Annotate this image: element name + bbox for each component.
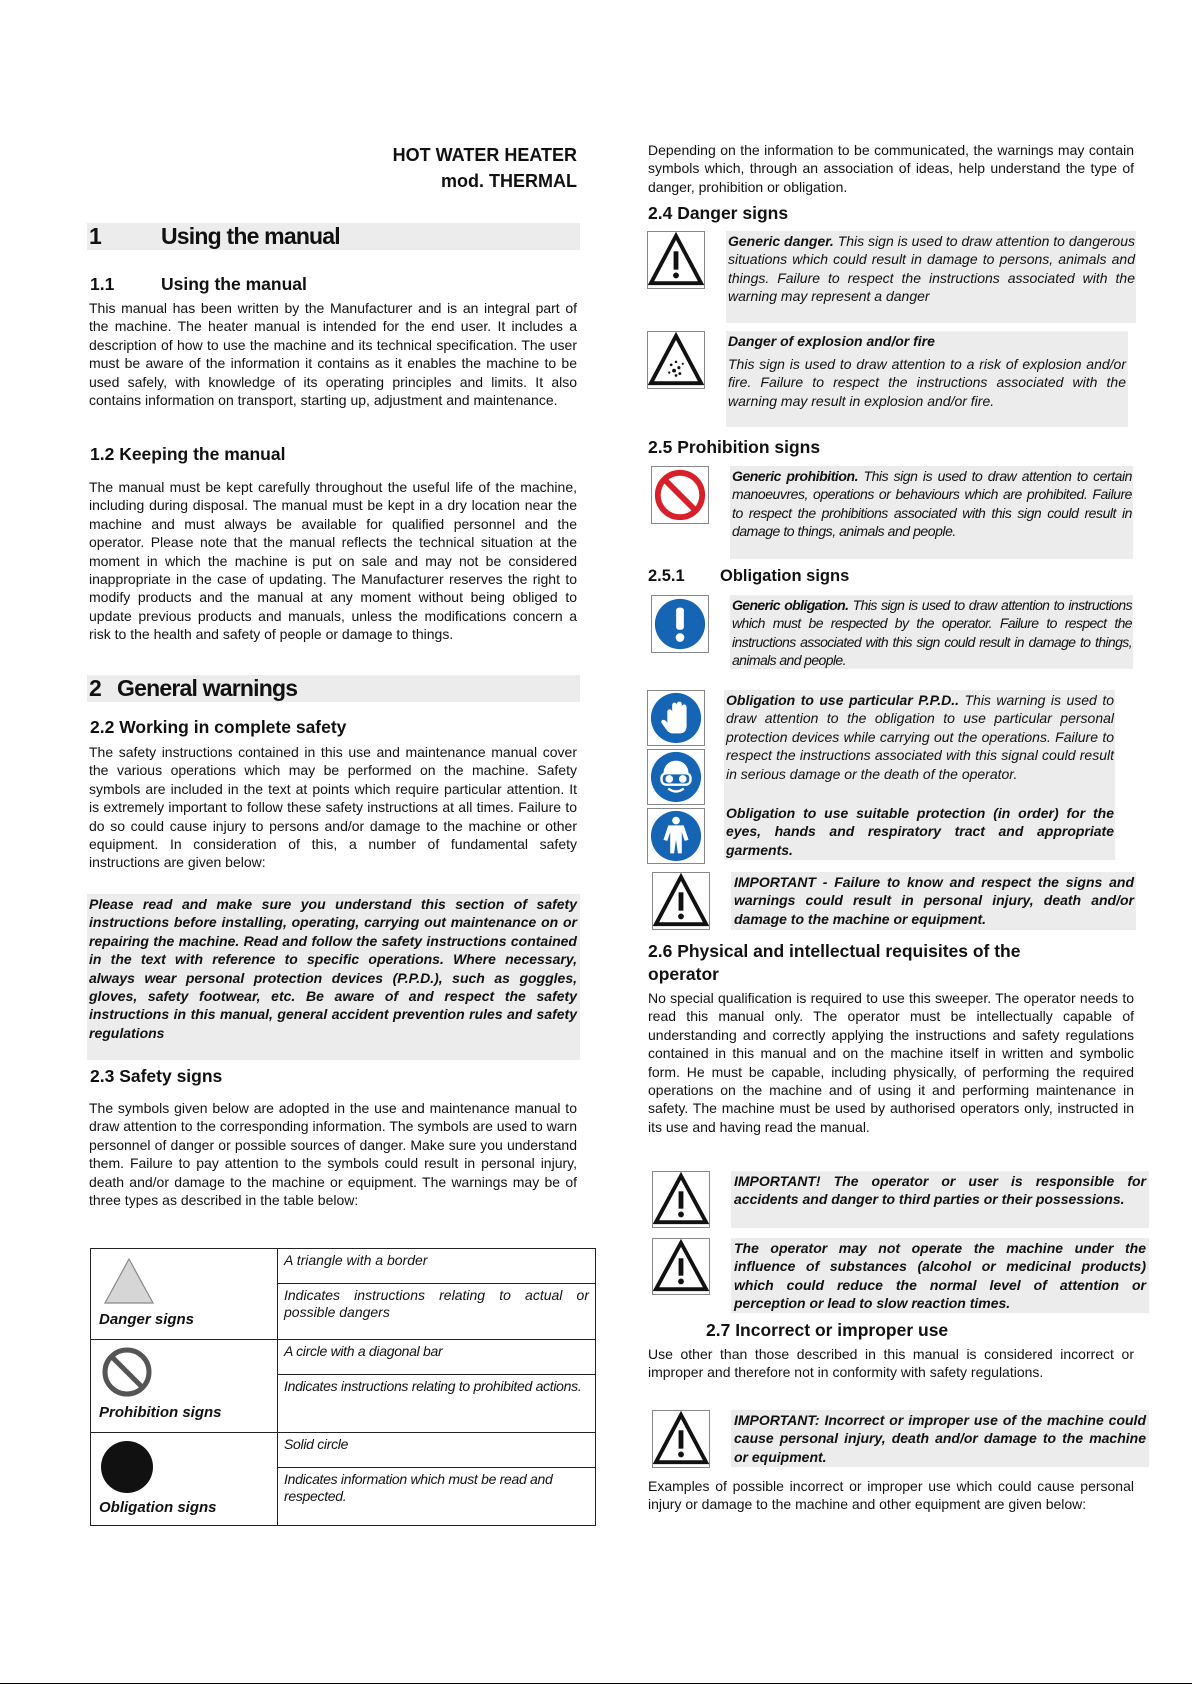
prohibition-box: [730, 466, 1133, 559]
generic-danger-lead: Generic danger.: [728, 233, 834, 249]
section-title: General warnings: [117, 675, 298, 701]
sign-shape: Solid circle: [284, 1436, 349, 1452]
subsection-2-5-heading: 2.5 Prohibition signs: [648, 437, 821, 457]
warning-triangle-icon: [653, 1172, 709, 1227]
s26-paragraph: No special qualification is required to use this sweeper. The operator needs to read this manual only. The operator must be intellectually capable of understanding and correctly applying the instructions and safety regulations contained in this manual and on the machine itself in written and symbolic form. He must be capable, including physically, of performing the required operations on the machine and of using it and performing maintenance in safety. The machine must be used by authorised operators only, instructed in its use and having read the manual.: [648, 990, 1134, 1135]
section-2-heading: [87, 675, 580, 702]
subsection-2-7-heading: 2.7 Incorrect or improper use: [706, 1320, 949, 1340]
prohibition-body: This sign is used to draw attention to certain manoeuvres, operations or behaviours which are prohibited. Failure to respect the prohibitions associated with this sign could result in damage to things, animals and people.: [732, 468, 1132, 540]
table-row: [91, 1249, 596, 1284]
explosion-box: [726, 331, 1128, 427]
sign-cell: [91, 1340, 278, 1433]
triangle-icon: [103, 1257, 155, 1305]
sign-cell: [91, 1249, 278, 1340]
s27-paragraph: Use other than those described in this manual is considered incorrect or improper and therefore not in conformity with safety regulations.: [648, 1346, 1134, 1381]
obligation-body: This sign is used to draw attention to instructions which must be respected by the operator. Failure to respect the instructions associated with this sign could result in damage to things, animals and people.: [732, 597, 1132, 669]
section-title: Using the manual: [161, 223, 340, 249]
sign-shape: A triangle with a border: [284, 1252, 428, 1268]
s23-paragraph: The symbols given below are adopted in the use and maintenance manual to draw attention to the corresponding information. The symbols are used to warn personnel of danger or possible sources of danger. Make sure you understand them. Failure to pay attention to the symbols could result in personal injury, death and/or damage to the machine or equipment. The warnings may be of three types as described in the table below:: [89, 1100, 577, 1209]
ppd-text: [726, 691, 1114, 783]
subsection-2-6-heading: 2.6 Physical and intellectual requisites of the operator: [648, 941, 1021, 984]
sign-meaning: Indicates instructions relating to prohibited actions.: [284, 1378, 582, 1394]
warning-triangle-icon: [653, 1239, 709, 1294]
section-1-heading: [87, 223, 580, 250]
substances-warning-sign: [652, 1238, 710, 1295]
warning-triangle-icon: [653, 1411, 709, 1467]
generic-danger-text: [728, 232, 1135, 306]
subsection-2-3-heading: 2.3 Safety signs: [90, 1066, 223, 1086]
section-number: 1: [89, 223, 101, 249]
prohibition-icon: [652, 467, 708, 523]
document-title: [300, 142, 577, 194]
goggles-icon: [648, 750, 704, 804]
explosion-icon: [648, 332, 704, 388]
important-box-4: [731, 1410, 1149, 1467]
prohibition-text: [732, 467, 1132, 541]
protection-text: Obligation to use suitable protection (in order) for the eyes, hands and respiratory tract and appropriate garments.: [726, 805, 1114, 858]
safety-warning-box: [87, 894, 580, 1060]
subsection-2-4-heading: 2.4 Danger signs: [648, 203, 789, 223]
table-row: [91, 1340, 596, 1375]
ppd-box: [724, 690, 1115, 860]
s12-paragraph: The manual must be kept carefully throughout the useful life of the machine, including during disposal. The manual must be kept in a dry location near the machine and must always be available for qualified personnel and the operator. Please note that the manual reflects the technical situation at the moment in which the machine is put on sale and may not be considered inappropriate in the case of updating. The Manufacturer reserves the right to modify products and the manual at any moment without being obliged to update previous products and manuals, unless the modifications concern a risk to the health and safety of people or damage to things.: [89, 479, 577, 643]
obligation-text: [732, 596, 1132, 670]
section-number: 2: [89, 675, 101, 701]
important-box-2: [731, 1171, 1149, 1228]
important-warning-sign: [652, 872, 710, 930]
overalls-icon: [648, 809, 704, 863]
generic-prohibition-sign: [651, 466, 709, 524]
important-text-2: IMPORTANT! The operator or user is responsible for accidents and danger to third parties or their possessions.: [734, 1173, 1146, 1208]
gloves-obligation-sign: [647, 690, 705, 746]
sign-meaning: Indicates information which must be read and respected.: [284, 1471, 553, 1504]
prohibition-circle-icon: [101, 1346, 153, 1398]
solid-circle-icon: [99, 1439, 155, 1495]
sign-shape: A circle with a diagonal bar: [284, 1343, 443, 1359]
warning-triangle-icon: [648, 232, 704, 288]
sign-types-table: [90, 1248, 596, 1526]
ppd-body: This warning is used to draw attention to the obligation to use particular personal protection devices while carrying out the operations. Failure to respect the instructions associated with this signal could result in serious damage or the death of the operator.: [726, 692, 1114, 782]
obligation-box: [730, 595, 1133, 669]
important-text-4: IMPORTANT: Incorrect or improper use of the machine could cause personal injury, death and/or damage to the machine or equipment.: [734, 1412, 1146, 1465]
sign-label: Obligation signs: [99, 1499, 217, 1516]
model-line: mod. THERMAL: [441, 171, 577, 191]
important-box-3: [731, 1238, 1149, 1313]
s11-paragraph: This manual has been written by the Manufacturer and is an integral part of the machine. The heater manual is intended for the end user. It includes a description of how to use the machine and its technical specification. The user must be aware of the information it contains as it enables the machine to be used safely, with knowledge of its operating principles and limits. It also contains information on transport, starting up, adjustment and maintenance.: [89, 300, 577, 409]
important-box-1: [731, 872, 1136, 930]
subsection-1-1-heading: [90, 273, 490, 295]
sign-meaning: Indicates instructions relating to actual or possible dangers: [284, 1287, 589, 1320]
glove-icon: [648, 691, 704, 745]
obligation-lead: Generic obligation.: [732, 597, 849, 613]
generic-danger-body: This sign is used to draw attention to dangerous situations which could result in damage to persons, animals and things. Failure to respect the instructions associated with the warning may represent a danger: [728, 233, 1136, 305]
improper-use-warning-sign: [652, 1410, 710, 1468]
prohibition-lead: Generic prohibition.: [732, 468, 859, 484]
closing-paragraph: Examples of possible incorrect or improper use which could cause personal injury or damage to the machine and other equipment are given below:: [648, 1478, 1134, 1513]
sign-label: Prohibition signs: [99, 1404, 222, 1421]
sign-label: Danger signs: [99, 1311, 195, 1328]
warning-triangle-icon: [653, 873, 709, 929]
ppd-lead: Obligation to use particular P.P.D..: [726, 692, 959, 708]
title-line: HOT WATER HEATER: [392, 145, 577, 165]
important-text-1: IMPORTANT - Failure to know and respect the signs and warnings could result in personal injury, death and/or damage to the machine or equipment.: [734, 874, 1134, 927]
explosion-danger-sign: [647, 331, 705, 389]
subsection-1-2-heading: 1.2 Keeping the manual: [90, 444, 286, 464]
safety-warning-text: Please read and make sure you understand this section of safety instructions before installing, operating, carrying out maintenance on or repairing the machine. Read and follow the safety instructions contained in the text with reference to specific operations. Where necessary, always wear personal protection devices (P.P.D.), such as goggles, gloves, safety footwear, etc. Be aware of and respect the safety instructions in this manual, general accident prevention rules and safety regulations: [89, 896, 577, 1041]
goggles-obligation-sign: [647, 749, 705, 805]
subsection-number: 2.5.1: [648, 567, 685, 585]
generic-obligation-sign: [651, 595, 709, 653]
explosion-text: This sign is used to draw attention to a risk of explosion and/or fire. Failure to respect the instructions associated with the warning may result in explosion and/or fire.: [728, 356, 1126, 409]
s22-paragraph: The safety instructions contained in this use and maintenance manual cover the various operations which may be performed on the machine. Safety symbols are included in the text at points which require particular attention. It is extremely important to follow these safety instructions at all times. Failure to do so could cause injury to persons and/or damage to the machine or other equipment. In consideration of this, a number of fundamental safety instructions are given below:: [89, 744, 577, 871]
subsection-2-2-heading: 2.2 Working in complete safety: [90, 717, 347, 737]
explosion-title: Danger of explosion and/or fire: [728, 333, 935, 349]
garment-obligation-sign: [647, 808, 705, 864]
subsection-2-5-1-heading: [648, 566, 948, 587]
generic-danger-box: [726, 231, 1136, 323]
subsection-number: 1.1: [90, 274, 115, 294]
exclamation-circle-icon: [652, 596, 708, 652]
generic-danger-sign: [647, 231, 705, 289]
page-bottom-rule: [0, 1683, 1192, 1684]
subsection-title: Obligation signs: [720, 567, 850, 585]
responsibility-warning-sign: [652, 1171, 710, 1228]
intro-paragraph: Depending on the information to be communicated, the warnings may contain symbols which, through an association of ideas, help understand the type of danger, prohibition or obligation.: [648, 142, 1134, 195]
subsection-title: Using the manual: [161, 274, 307, 294]
important-text-3: The operator may not operate the machine under the influence of substances (alcohol or medicinal products) which could reduce the normal level of attention or perception or lead to slow reaction times.: [734, 1240, 1146, 1312]
sign-cell: [91, 1433, 278, 1526]
table-row: [91, 1433, 596, 1468]
